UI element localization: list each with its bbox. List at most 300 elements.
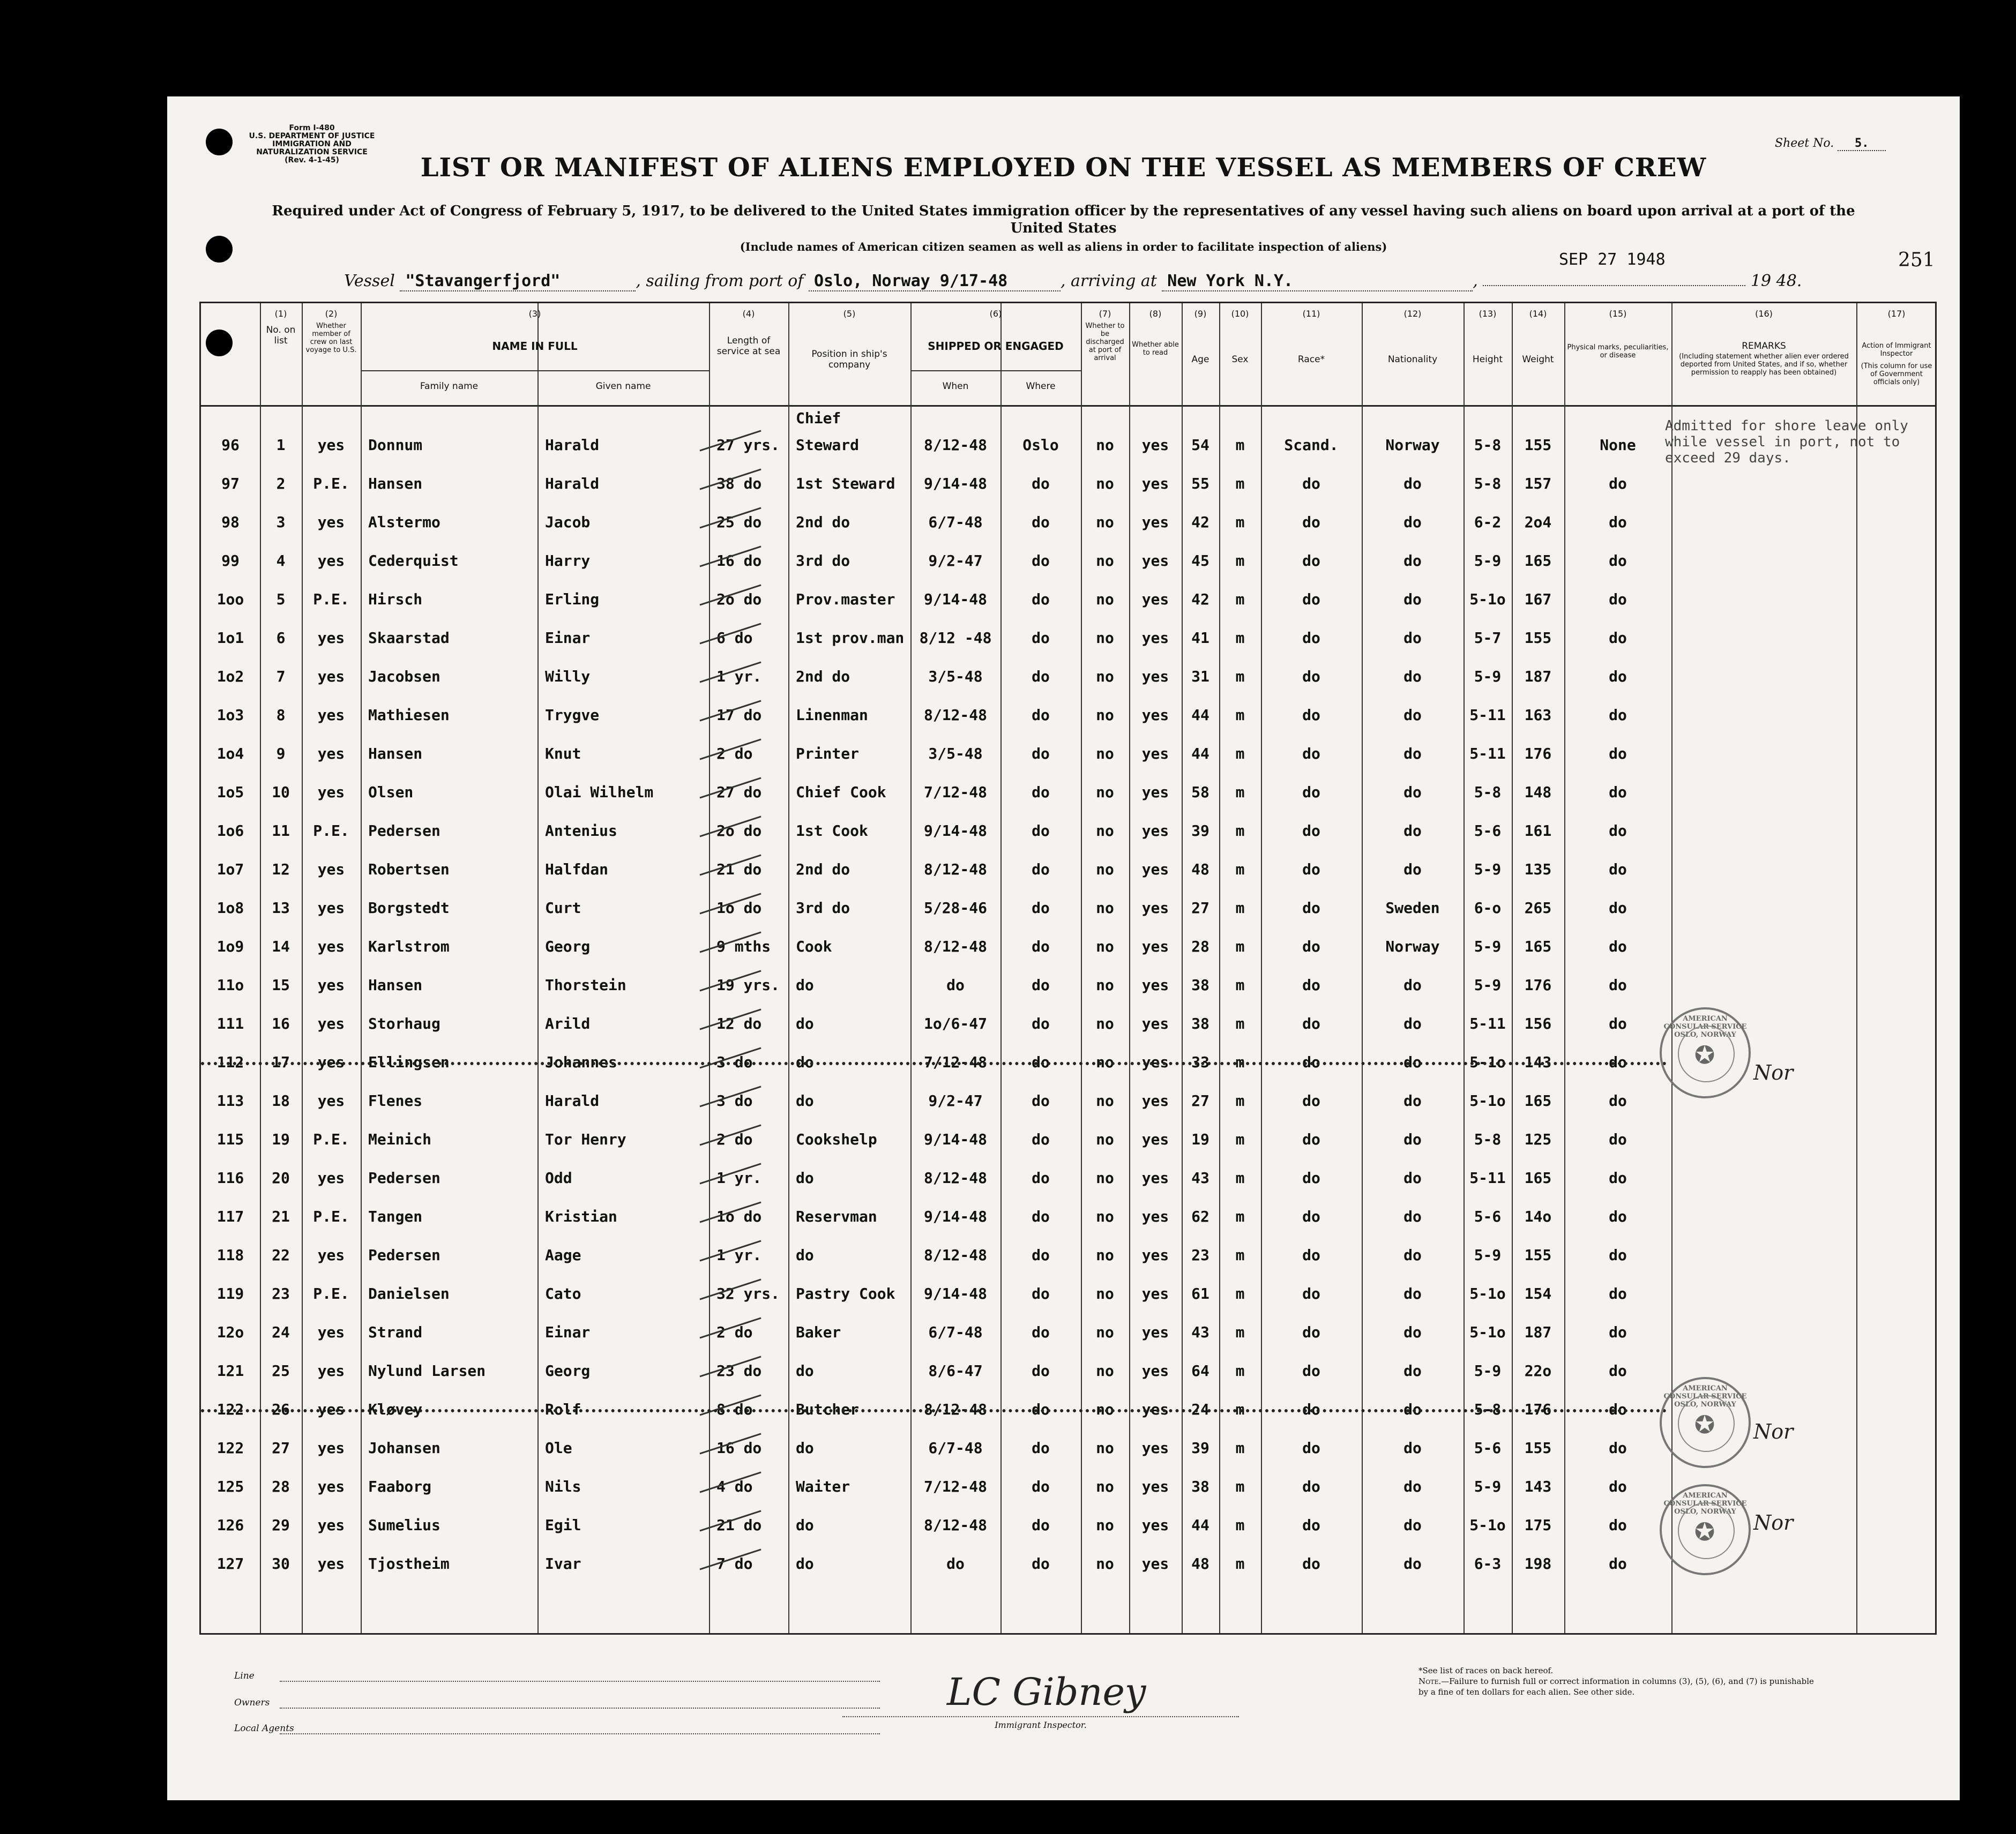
cell-discharged: no <box>1096 1169 1114 1187</box>
column-number: (1) <box>274 309 287 319</box>
cell-no: 18 <box>272 1092 290 1110</box>
cell-position: Chief Cook <box>796 783 886 801</box>
cell-read: yes <box>1141 1053 1169 1071</box>
cell-member: P.E. <box>313 590 349 608</box>
cell-age: 44 <box>1191 706 1209 724</box>
cell-family: Meinich <box>368 1131 432 1148</box>
cell-discharged: no <box>1096 976 1114 994</box>
cell-position: 1st Cook <box>796 822 868 840</box>
cell-marks: do <box>1609 1131 1627 1148</box>
cell-no: 25 <box>272 1362 290 1380</box>
cell-read: yes <box>1141 745 1169 762</box>
cell-read: yes <box>1141 860 1169 878</box>
column-number: (6) <box>989 309 1002 319</box>
cell-weight: 187 <box>1524 668 1552 685</box>
cell-position: do <box>796 1015 814 1032</box>
cell-when: 8/12-48 <box>923 706 987 724</box>
cell-age: 43 <box>1191 1323 1209 1341</box>
cell-marks: do <box>1609 976 1627 994</box>
table-row <box>201 545 1935 577</box>
cell-member: yes <box>317 1323 345 1341</box>
table-row <box>201 506 1935 538</box>
cell-discharged: no <box>1096 899 1114 917</box>
document-number: 251 <box>1898 249 1935 271</box>
arriving-at: New York N.Y. <box>1162 272 1473 291</box>
cell-weight: 14o <box>1524 1208 1552 1225</box>
cell-member: yes <box>317 1439 345 1457</box>
cell-sex: m <box>1235 1053 1245 1071</box>
cell-nationality: do <box>1403 976 1422 994</box>
cell-margin: 1o2 <box>216 668 244 685</box>
cell-service: 1 yr. <box>716 668 762 685</box>
cell-race: do <box>1302 590 1320 608</box>
cell-read: yes <box>1141 1555 1169 1573</box>
cell-discharged: no <box>1096 1053 1114 1071</box>
cell-no: 15 <box>272 976 290 994</box>
cell-service: 2 do <box>716 745 753 762</box>
cell-position: do <box>796 1246 814 1264</box>
cell-given: Kristian <box>545 1208 617 1225</box>
cell-margin: 98 <box>221 513 240 531</box>
cell-read: yes <box>1141 1516 1169 1534</box>
cell-read: yes <box>1141 513 1169 531</box>
cell-discharged: no <box>1096 1246 1114 1264</box>
cell-nationality: do <box>1403 1439 1422 1457</box>
sailing-from: Oslo, Norway 9/17-48 <box>809 272 1061 291</box>
penalty-note: Note.—Failure to furnish full or correct information in columns (3), (5), (6), and (7) is punishable by a fine of ten dollars for each alien. See other side. <box>1418 1676 1814 1697</box>
cell-weight: 165 <box>1524 1092 1552 1110</box>
cell-read: yes <box>1141 590 1169 608</box>
races-note: *See list of races on back hereof. <box>1418 1666 1554 1675</box>
punch-hole <box>206 129 233 155</box>
cell-discharged: no <box>1096 745 1114 762</box>
cell-weight: 165 <box>1524 552 1552 570</box>
cell-margin: 96 <box>221 436 240 454</box>
cell-service: 7 do <box>716 1555 753 1573</box>
cell-age: 19 <box>1191 1131 1209 1148</box>
cell-height: 5-1o <box>1469 1516 1506 1534</box>
cell-given: Tor Henry <box>545 1131 626 1148</box>
cell-weight: 155 <box>1524 1439 1552 1457</box>
cell-height: 5-6 <box>1474 1439 1502 1457</box>
cell-height: 6-3 <box>1474 1555 1502 1573</box>
table-row <box>201 622 1935 654</box>
cell-given: Cato <box>545 1285 581 1302</box>
cell-weight: 155 <box>1524 436 1552 454</box>
cell-where: do <box>1032 1285 1050 1302</box>
cell-position: Waiter <box>796 1478 850 1495</box>
cell-sex: m <box>1235 1015 1245 1032</box>
table-row <box>201 931 1935 963</box>
cell-sex: m <box>1235 668 1245 685</box>
cell-where: do <box>1032 976 1050 994</box>
cell-no: 2 <box>276 475 286 492</box>
cell-height: 5-9 <box>1474 552 1502 570</box>
cell-age: 33 <box>1191 1053 1209 1071</box>
cell-weight: 155 <box>1524 1246 1552 1264</box>
cell-nationality: do <box>1403 822 1422 840</box>
cell-service: 1o do <box>716 1208 762 1225</box>
cell-read: yes <box>1141 552 1169 570</box>
cell-no: 20 <box>272 1169 290 1187</box>
cell-where: do <box>1032 1208 1050 1225</box>
cell-member: yes <box>317 1092 345 1110</box>
cell-discharged: no <box>1096 436 1114 454</box>
cell-weight: 176 <box>1524 976 1552 994</box>
cell-no: 28 <box>272 1478 290 1495</box>
cell-service: 17 do <box>716 706 762 724</box>
cell-height: 5-9 <box>1474 938 1502 955</box>
cell-family: Faaborg <box>368 1478 432 1495</box>
cell-marks: do <box>1609 783 1627 801</box>
cell-no: 29 <box>272 1516 290 1534</box>
cell-service: 16 do <box>716 552 762 570</box>
cell-race: do <box>1302 1169 1320 1187</box>
cell-member: yes <box>317 436 345 454</box>
cell-read: yes <box>1141 938 1169 955</box>
cell-position-top: Chief <box>796 409 841 427</box>
cell-where: do <box>1032 860 1050 878</box>
cell-where: do <box>1032 668 1050 685</box>
cell-position: 1st prov.man <box>796 629 905 647</box>
cell-when: 8/12-48 <box>923 1246 987 1264</box>
cell-position: 2nd do <box>796 513 850 531</box>
cell-service: 8 do <box>716 1401 753 1418</box>
cell-when: 6/7-48 <box>928 1323 983 1341</box>
cell-where: do <box>1032 475 1050 492</box>
cell-age: 23 <box>1191 1246 1209 1264</box>
cell-when: 6/7-48 <box>928 1439 983 1457</box>
form-number: Form I-480 <box>289 124 335 132</box>
cell-discharged: no <box>1096 1516 1114 1534</box>
cell-member: yes <box>317 1401 345 1418</box>
cell-given: Einar <box>545 629 591 647</box>
cell-height: 5-1o <box>1469 590 1506 608</box>
cell-nationality: do <box>1403 590 1422 608</box>
cell-given: Jacob <box>545 513 591 531</box>
table-row <box>201 969 1935 1001</box>
cell-when: 8/12-48 <box>923 938 987 955</box>
cell-marks: do <box>1609 552 1627 570</box>
consular-stamp: AMERICAN CONSULAR SERVICE OSLO, NORWAY ✪ <box>1660 1377 1751 1468</box>
cell-marks: do <box>1609 1285 1627 1302</box>
cell-discharged: no <box>1096 1208 1114 1225</box>
date-stamp: SEP 27 1948 <box>1559 250 1666 269</box>
cell-sex: m <box>1235 1246 1245 1264</box>
cell-member: P.E. <box>313 475 349 492</box>
cell-discharged: no <box>1096 552 1114 570</box>
cell-discharged: no <box>1096 1285 1114 1302</box>
header-given-name: Given name <box>595 381 651 392</box>
cell-family: Pedersen <box>368 1246 440 1264</box>
cell-no: 14 <box>272 938 290 955</box>
cell-margin: 121 <box>216 1362 244 1380</box>
cell-position: do <box>796 1169 814 1187</box>
cell-nationality: do <box>1403 1015 1422 1032</box>
cell-discharged: no <box>1096 1323 1114 1341</box>
cell-family: Flenes <box>368 1092 423 1110</box>
cell-where: do <box>1032 1169 1050 1187</box>
cell-sex: m <box>1235 552 1245 570</box>
consular-stamp: AMERICAN CONSULAR SERVICE OSLO, NORWAY ✪ <box>1660 1007 1751 1098</box>
cell-sex: m <box>1235 513 1245 531</box>
cell-discharged: no <box>1096 938 1114 955</box>
cell-age: 61 <box>1191 1285 1209 1302</box>
cell-weight: 156 <box>1524 1015 1552 1032</box>
cell-margin: 99 <box>221 552 240 570</box>
cell-sex: m <box>1235 899 1245 917</box>
cell-race: do <box>1302 1131 1320 1148</box>
table-row <box>201 583 1935 616</box>
cell-weight: 143 <box>1524 1053 1552 1071</box>
cell-member: yes <box>317 1246 345 1264</box>
cell-position: do <box>796 976 814 994</box>
cell-weight: 176 <box>1524 745 1552 762</box>
table-row <box>201 1201 1935 1233</box>
cell-nationality: do <box>1403 1478 1422 1495</box>
cell-sex: m <box>1235 1401 1245 1418</box>
cell-margin: 122 <box>216 1439 244 1457</box>
cell-age: 48 <box>1191 860 1209 878</box>
inspector-initials: Nor <box>1753 1511 1794 1534</box>
cell-nationality: do <box>1403 860 1422 878</box>
header-position: Position in ship's company <box>811 349 887 370</box>
cell-marks: do <box>1609 1323 1627 1341</box>
cell-no: 23 <box>272 1285 290 1302</box>
cell-when: 9/14-48 <box>923 590 987 608</box>
cell-when: 9/14-48 <box>923 475 987 492</box>
cell-race: do <box>1302 475 1320 492</box>
cell-weight: 163 <box>1524 706 1552 724</box>
cell-family: Strand <box>368 1323 423 1341</box>
cell-marks: do <box>1609 745 1627 762</box>
cell-family: Donnum <box>368 436 423 454</box>
cell-margin: 122 <box>216 1401 244 1418</box>
cell-age: 62 <box>1191 1208 1209 1225</box>
cell-age: 42 <box>1191 513 1209 531</box>
cell-margin: 1oo <box>216 590 244 608</box>
cell-age: 55 <box>1191 475 1209 492</box>
cell-no: 11 <box>272 822 290 840</box>
cell-service: 27 yrs. <box>716 436 780 454</box>
cell-position: Cookshelp <box>796 1131 877 1148</box>
cell-where: do <box>1032 1439 1050 1457</box>
cell-where: do <box>1032 899 1050 917</box>
header-remarks-sub: (Including statement whether alien ever ordered deported from United States, and if so, whether permission to reapply has been obtained) <box>1679 353 1849 377</box>
cell-when: 8/12-48 <box>923 1169 987 1187</box>
cell-margin: 1o8 <box>216 899 244 917</box>
cell-family: Ellingsen <box>368 1053 450 1071</box>
header-where: Where <box>1026 381 1056 392</box>
cell-height: 5-9 <box>1474 1362 1502 1380</box>
cell-member: yes <box>317 513 345 531</box>
cell-family: Kløvey <box>368 1401 423 1418</box>
cell-marks: do <box>1609 822 1627 840</box>
cell-where: do <box>1032 783 1050 801</box>
cell-position: 3rd do <box>796 899 850 917</box>
table-row <box>201 468 1935 500</box>
cell-race: do <box>1302 1246 1320 1264</box>
cell-weight: 165 <box>1524 1169 1552 1187</box>
cell-service: 12 do <box>716 1015 762 1032</box>
eagle-icon: ✪ <box>1694 1517 1715 1546</box>
cell-nationality: do <box>1403 1092 1422 1110</box>
cell-given: Curt <box>545 899 581 917</box>
cell-age: 43 <box>1191 1169 1209 1187</box>
cell-nationality: Sweden <box>1385 899 1440 917</box>
cell-position: do <box>796 1092 814 1110</box>
table-row <box>201 1355 1935 1387</box>
cell-when: 8/12-48 <box>923 1516 987 1534</box>
cell-no: 5 <box>276 590 286 608</box>
cell-when: 7/12-48 <box>923 1053 987 1071</box>
cell-marks: do <box>1609 1169 1627 1187</box>
cell-no: 30 <box>272 1555 290 1573</box>
cell-weight: 22o <box>1524 1362 1552 1380</box>
arriving-label: , arriving at <box>1060 272 1157 290</box>
cell-no: 12 <box>272 860 290 878</box>
cell-sex: m <box>1235 1131 1245 1148</box>
cell-sex: m <box>1235 1208 1245 1225</box>
line-label: Line <box>234 1671 255 1681</box>
cell-race: do <box>1302 1555 1320 1573</box>
cell-no: 19 <box>272 1131 290 1148</box>
column-number: (13) <box>1479 309 1497 319</box>
cell-service: 3 do <box>716 1092 753 1110</box>
cell-when: 8/12 -48 <box>919 629 992 647</box>
cell-discharged: no <box>1096 1555 1114 1573</box>
table-row <box>201 1316 1935 1349</box>
cell-no: 17 <box>272 1053 290 1071</box>
cell-where: do <box>1032 1516 1050 1534</box>
cell-weight: 175 <box>1524 1516 1552 1534</box>
cell-marks: None <box>1600 436 1636 454</box>
cell-read: yes <box>1141 629 1169 647</box>
cell-family: Pedersen <box>368 1169 440 1187</box>
cell-marks: do <box>1609 475 1627 492</box>
cell-member: yes <box>317 783 345 801</box>
cell-service: 2 do <box>716 1131 753 1148</box>
cell-discharged: no <box>1096 1092 1114 1110</box>
cell-where: do <box>1032 1015 1050 1032</box>
manifest-sheet <box>167 96 1960 1800</box>
cell-race: do <box>1302 1015 1320 1032</box>
cell-race: do <box>1302 976 1320 994</box>
cell-weight: 2o4 <box>1524 513 1552 531</box>
table-row <box>201 776 1935 809</box>
column-number: (2) <box>325 309 338 319</box>
cell-service: 1 yr. <box>716 1246 762 1264</box>
cell-race: do <box>1302 745 1320 762</box>
cell-age: 39 <box>1191 822 1209 840</box>
column-number: (11) <box>1302 309 1320 319</box>
cell-height: 5-11 <box>1469 1169 1506 1187</box>
cell-nationality: do <box>1403 1208 1422 1225</box>
cell-read: yes <box>1141 1478 1169 1495</box>
cell-member: yes <box>317 976 345 994</box>
cell-discharged: no <box>1096 590 1114 608</box>
cell-height: 5-11 <box>1469 706 1506 724</box>
cell-service: 1 yr. <box>716 1169 762 1187</box>
inspector-signature: LC Gibney <box>947 1670 1146 1714</box>
cell-sex: m <box>1235 1092 1245 1110</box>
cell-age: 28 <box>1191 938 1209 955</box>
cell-member: yes <box>317 1053 345 1071</box>
footer-notes <box>1418 1665 1826 1697</box>
cell-position: do <box>796 1439 814 1457</box>
header-shipped: SHIPPED OR ENGAGED <box>928 340 1064 353</box>
cell-sex: m <box>1235 436 1245 454</box>
header-sex: Sex <box>1231 354 1249 365</box>
cell-family: Nylund Larsen <box>368 1362 486 1380</box>
cell-no: 21 <box>272 1208 290 1225</box>
cell-no: 13 <box>272 899 290 917</box>
consular-stamp: AMERICAN CONSULAR SERVICE OSLO, NORWAY ✪ <box>1660 1484 1751 1575</box>
cell-nationality: do <box>1403 1555 1422 1573</box>
cell-sex: m <box>1235 860 1245 878</box>
cell-family: Hansen <box>368 745 423 762</box>
cell-given: Einar <box>545 1323 591 1341</box>
cell-nationality: do <box>1403 513 1422 531</box>
cell-when: 6/7-48 <box>928 513 983 531</box>
cell-sex: m <box>1235 938 1245 955</box>
cell-where: do <box>1032 706 1050 724</box>
cell-service: 25 do <box>716 513 762 531</box>
cell-discharged: no <box>1096 860 1114 878</box>
cancel-strike <box>201 1062 1667 1065</box>
cell-race: do <box>1302 1516 1320 1534</box>
cell-service: 4 do <box>716 1478 753 1495</box>
cell-service: 21 do <box>716 1516 762 1534</box>
cell-read: yes <box>1141 1092 1169 1110</box>
cell-given: Willy <box>545 668 591 685</box>
cell-race: do <box>1302 1053 1320 1071</box>
column-number: (14) <box>1529 309 1547 319</box>
sailing-label: , sailing from port of <box>636 272 804 290</box>
cell-where: do <box>1032 1131 1050 1148</box>
cell-position: do <box>796 1555 814 1573</box>
cell-no: 27 <box>272 1439 290 1457</box>
cell-no: 24 <box>272 1323 290 1341</box>
cell-family: Mathiesen <box>368 706 450 724</box>
cell-position: Butcher <box>796 1401 860 1418</box>
department: U.S. DEPARTMENT OF JUSTICE <box>249 132 375 140</box>
cell-race: do <box>1302 629 1320 647</box>
cell-nationality: do <box>1403 745 1422 762</box>
cell-race: do <box>1302 1092 1320 1110</box>
column-number: (5) <box>843 309 856 319</box>
cell-service: 27 do <box>716 783 762 801</box>
cancel-strike <box>201 1409 1667 1412</box>
cell-margin: 1o1 <box>216 629 244 647</box>
header-member: Whether member of crew on last voyage to U.S. <box>305 322 357 354</box>
cell-marks: do <box>1609 1053 1627 1071</box>
cell-nationality: do <box>1403 1169 1422 1187</box>
document-title: LIST OR MANIFEST OF ALIENS EMPLOYED ON THE VESSEL AS MEMBERS OF CREW <box>420 153 1707 183</box>
cell-race: do <box>1302 783 1320 801</box>
cell-read: yes <box>1141 1439 1169 1457</box>
cell-read: yes <box>1141 1208 1169 1225</box>
cell-no: 4 <box>276 552 286 570</box>
cell-margin: 111 <box>216 1015 244 1032</box>
cell-no: 22 <box>272 1246 290 1264</box>
cell-sex: m <box>1235 745 1245 762</box>
column-number: (3) <box>528 309 541 319</box>
cell-where: do <box>1032 745 1050 762</box>
cell-height: 6-2 <box>1474 513 1502 531</box>
cell-read: yes <box>1141 436 1169 454</box>
cell-sex: m <box>1235 822 1245 840</box>
